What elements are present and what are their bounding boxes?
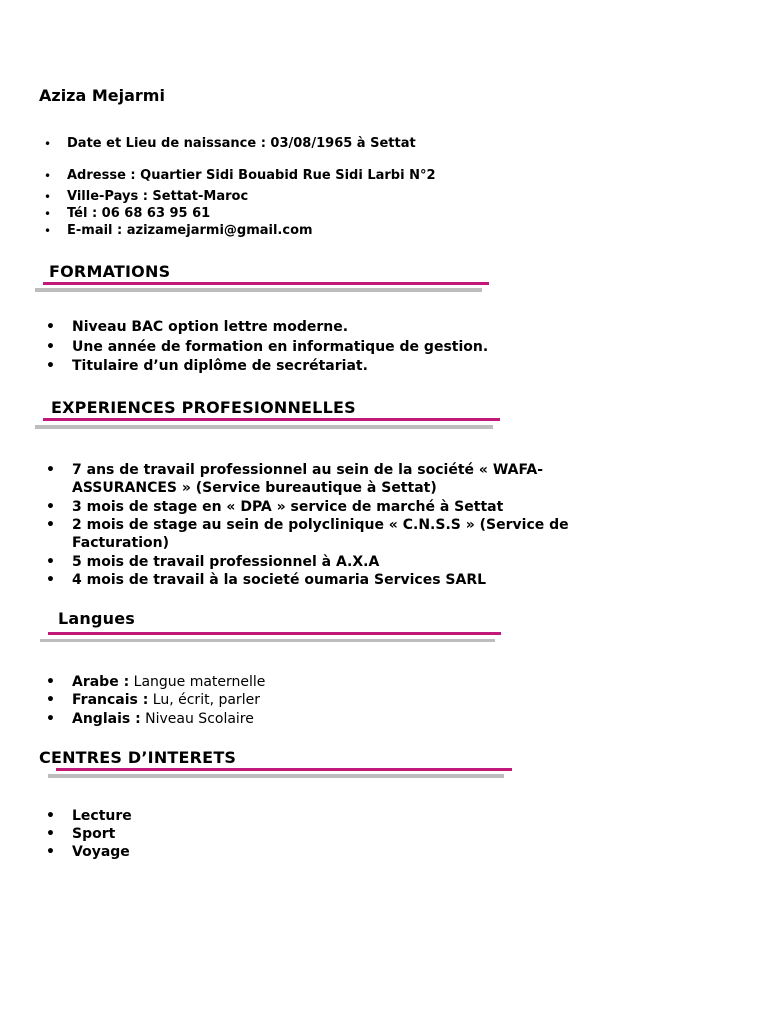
bullet-icon: • — [46, 674, 55, 690]
language-name: Francais : — [72, 692, 149, 708]
langues-grey-rule — [40, 639, 495, 642]
interets-accent-rule — [56, 768, 512, 771]
bullet-icon: • — [46, 808, 55, 824]
bullet-icon: • — [46, 499, 55, 515]
experiences-accent-rule — [43, 418, 500, 421]
formations-accent-rule — [43, 282, 489, 285]
email-text: E-mail : azizamejarmi@gmail.com — [67, 223, 313, 238]
langues-accent-rule — [48, 632, 501, 635]
bullet-icon: • — [44, 169, 52, 183]
bullet-icon: • — [46, 826, 55, 842]
formations-grey-rule — [35, 288, 482, 292]
address-text: Adresse : Quartier Sidi Bouabid Rue Sidi Larbi N°2 — [67, 168, 436, 183]
experiences-grey-rule — [35, 425, 493, 429]
candidate-name: Aziza Mejarmi — [39, 86, 165, 105]
interets-heading: CENTRES D’INTERETS — [39, 748, 237, 767]
bullet-icon: • — [46, 358, 55, 374]
bullet-icon: • — [46, 692, 55, 708]
bullet-icon: • — [44, 137, 52, 151]
phone-text: Tél : 06 68 63 95 61 — [67, 206, 211, 221]
bullet-icon: • — [46, 517, 55, 533]
bullet-icon: • — [44, 224, 52, 238]
language-name: Arabe : — [72, 674, 130, 690]
bullet-icon: • — [46, 339, 55, 355]
city-country-text: Ville-Pays : Settat-Maroc — [67, 189, 249, 204]
language-level: Niveau Scolaire — [140, 711, 254, 727]
language-name: Anglais : — [72, 711, 141, 727]
bullet-icon: • — [44, 207, 52, 221]
bullet-icon: • — [44, 190, 52, 204]
interets-grey-rule — [48, 774, 504, 778]
bullet-icon: • — [46, 844, 55, 860]
bullet-icon: • — [46, 462, 55, 478]
birth-info-text: Date et Lieu de naissance : 03/08/1965 à Settat — [67, 136, 416, 151]
experiences-heading: EXPERIENCES PROFESIONNELLES — [51, 398, 356, 417]
bullet-icon: • — [46, 711, 55, 727]
bullet-icon: • — [46, 554, 55, 570]
language-level: Lu, écrit, parler — [148, 692, 260, 708]
langues-heading: Langues — [58, 609, 136, 628]
bullet-icon: • — [46, 572, 55, 588]
formations-heading: FORMATIONS — [49, 262, 171, 281]
bullet-icon: • — [46, 319, 55, 335]
language-level: Langue maternelle — [129, 674, 266, 690]
